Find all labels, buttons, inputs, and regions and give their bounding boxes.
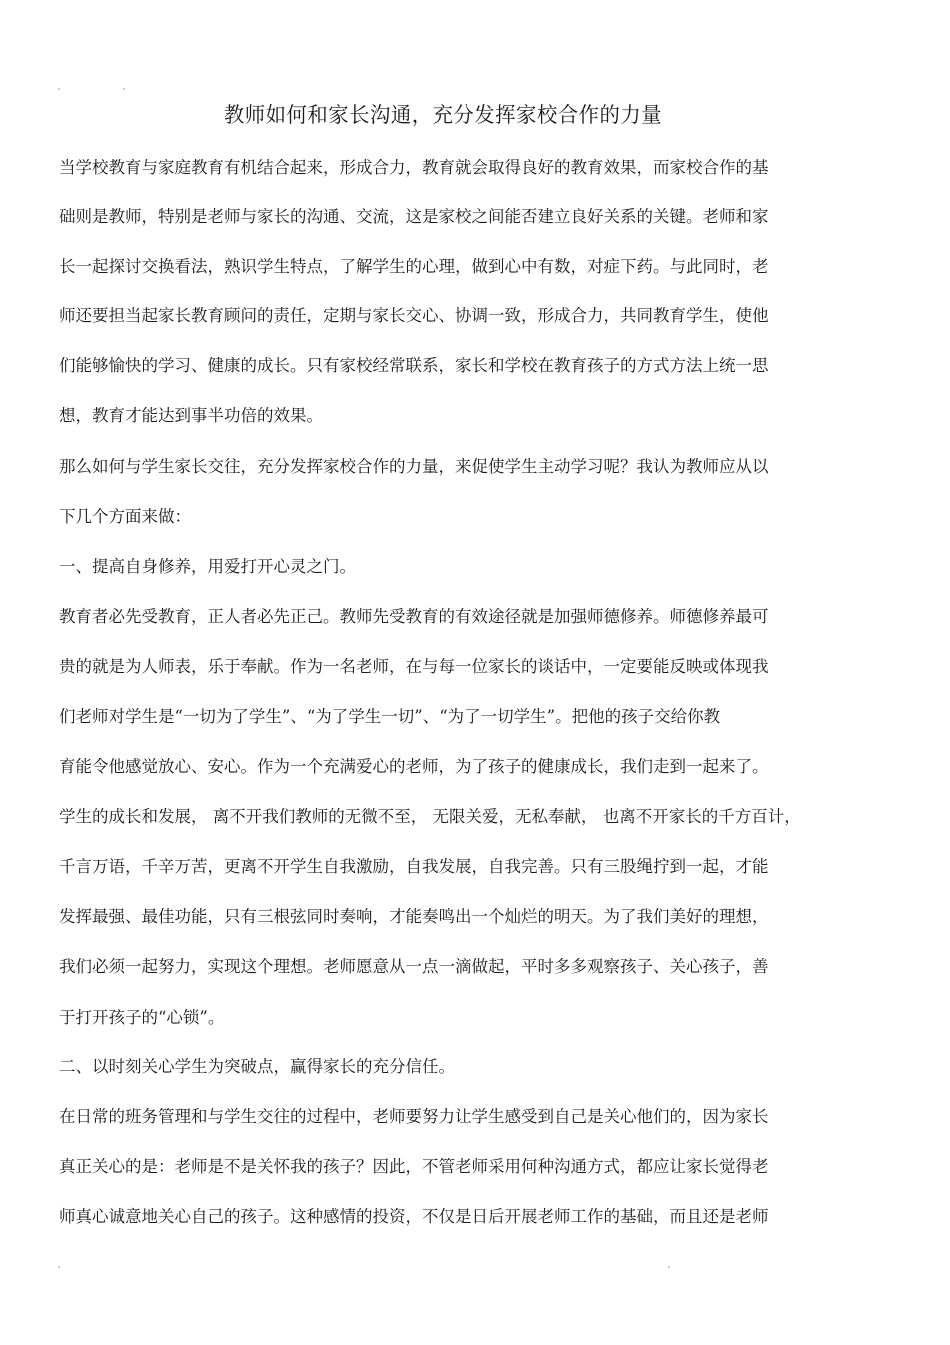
body-line: 学生的成长和发展， 离不开我们教师的无微不至， 无限关爱，无私奉献， 也离不开家长的千方百计， xyxy=(59,807,801,826)
scan-speck xyxy=(668,1266,670,1268)
scan-speck xyxy=(123,88,125,90)
body-line: 教育者必先受教育，正人者必先正己。教师先受教育的有效途径就是加强师德修养。师德修养最可 xyxy=(59,607,769,626)
section-heading: 二、以时刻关心学生为突破点，赢得家长的充分信任。 xyxy=(59,1057,455,1076)
body-line: 发挥最强、最佳功能，只有三根弦同时奏响，才能奏鸣出一个灿烂的明天。为了我们美好的理想， xyxy=(59,907,769,926)
body-line: 育能令他感觉放心、安心。作为一个充满爱心的老师，为了孩子的健康成长，我们走到一起来了。 xyxy=(59,757,769,776)
scan-speck xyxy=(58,1266,60,1268)
body-line: 千言万语，千辛万苦，更离不开学生自我激励，自我发展，自我完善。只有三股绳拧到一起，才能 xyxy=(59,857,769,876)
body-line: 师还要担当起家长教育顾问的责任，定期与家长交心、协调一致，形成合力，共同教育学生，使他 xyxy=(59,306,769,325)
body-line: 于打开孩子的“心锁”。 xyxy=(59,1008,225,1027)
body-line: 想，教育才能达到事半功倍的效果。 xyxy=(59,406,323,425)
body-line: 我们必须一起努力，实现这个理想。老师愿意从一点一滴做起，平时多多观察孩子、关心孩子，善 xyxy=(59,957,769,976)
body-line: 们能够愉快的学习、健康的成长。只有家校经常联系，家长和学校在教育孩子的方式方法上统一思 xyxy=(59,356,769,375)
body-line: 当学校教育与家庭教育有机结合起来，形成合力，教育就会取得良好的教育效果，而家校合作的基 xyxy=(59,158,769,177)
body-line: 下几个方面来做： xyxy=(59,507,191,526)
document-title: 教师如何和家长沟通，充分发挥家校合作的力量 xyxy=(223,103,663,127)
body-line: 那么如何与学生家长交往，充分发挥家校合作的力量，来促使学生主动学习呢？我认为教师应从以 xyxy=(59,457,769,476)
body-line: 真正关心的是：老师是不是关怀我的孩子？因此，不管老师采用何种沟通方式，都应让家长觉得老 xyxy=(59,1157,769,1176)
section-heading: 一、提高自身修养，用爱打开心灵之门。 xyxy=(59,557,356,576)
body-line: 们老师对学生是“一切为了学生”、“为了学生一切”、“为了一切学生”。把他的孩子交给你教 xyxy=(59,707,721,726)
body-line: 在日常的班务管理和与学生交往的过程中，老师要努力让学生感受到自己是关心他们的，因为家长 xyxy=(59,1107,769,1126)
body-line: 长一起探讨交换看法，熟识学生特点，了解学生的心理，做到心中有数，对症下药。与此同时，老 xyxy=(59,257,769,276)
body-line: 础则是教师，特别是老师与家长的沟通、交流，这是家校之间能否建立良好关系的关键。老师和家 xyxy=(59,207,769,226)
scan-speck xyxy=(58,88,60,90)
body-line: 贵的就是为人师表，乐于奉献。作为一名老师，在与每一位家长的谈话中，一定要能反映或体现我 xyxy=(59,657,769,676)
body-line: 师真心诚意地关心自己的孩子。这种感情的投资，不仅是日后开展老师工作的基础，而且还是老师 xyxy=(59,1207,769,1226)
